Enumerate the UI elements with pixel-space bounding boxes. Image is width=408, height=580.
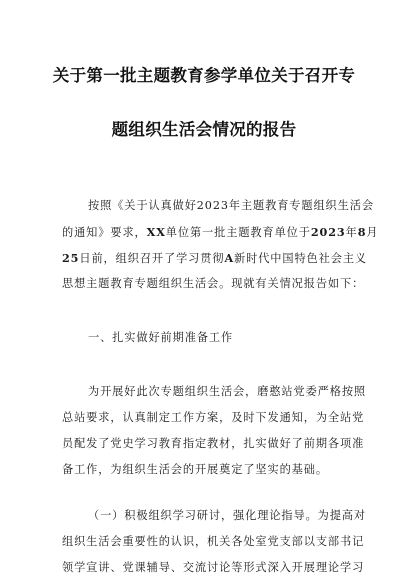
para-2-line-2: 总站要求，认真制定工作方案，及时下发通知，为全站党: [62, 411, 365, 424]
intro-line-2-text-e: 年: [345, 226, 358, 239]
document-title-line-2: 题组织生活会情况的报告: [111, 120, 297, 139]
intro-line-2-unit: XX: [146, 225, 166, 239]
para-2-line-3: 员配发了党史学习教育指定教材，扎实做好了前期各项准: [62, 437, 365, 450]
para-3-line-3: 领学宣讲、党课辅导、交流讨论等形式深入开展理论学习: [62, 561, 365, 574]
para-2-line-1: 为开展好此次专题组织生活会，磨憨站党委严格按照: [88, 385, 367, 398]
intro-line-3-day: 25: [62, 251, 80, 265]
intro-line-2-text-a: 的通知》要求，: [62, 226, 147, 239]
intro-line-2-month: 8: [357, 225, 367, 239]
intro-line-3-letter: A: [224, 251, 235, 265]
intro-line-4: 思想主题教育专题组织生活会。现就有关情况报告如下：: [62, 277, 365, 290]
intro-line-2-text-g: 月: [366, 226, 379, 239]
para-3-line-2: 组织生活会重要性的认识，机关各处室党支部以支部书记: [62, 535, 365, 548]
intro-line-3-text-d: 新时代中国特色社会主义: [234, 252, 367, 265]
intro-line-3-text-b: 日前，组织召开了学习贯彻: [79, 252, 225, 265]
intro-line-2-text-c: 单位第一批主题教育单位于: [165, 226, 311, 239]
intro-line-2: [62, 225, 378, 240]
intro-line-1: 按照《关于认真做好2023年主题教育专题组织生活会: [88, 199, 374, 212]
intro-line-2-year: 2023: [310, 225, 346, 239]
intro-line-3: [62, 251, 367, 266]
section-1-heading: 一、扎实做好前期准备工作: [88, 331, 234, 344]
document-title-line-1: 关于第一批主题教育参学单位关于召开专: [52, 66, 356, 85]
para-2-line-4: 备工作，为组织生活会的开展奠定了坚实的基础。: [62, 463, 328, 476]
para-3-line-1: （一）积极组织学习研讨，强化理论指导。为提高对: [88, 509, 367, 522]
